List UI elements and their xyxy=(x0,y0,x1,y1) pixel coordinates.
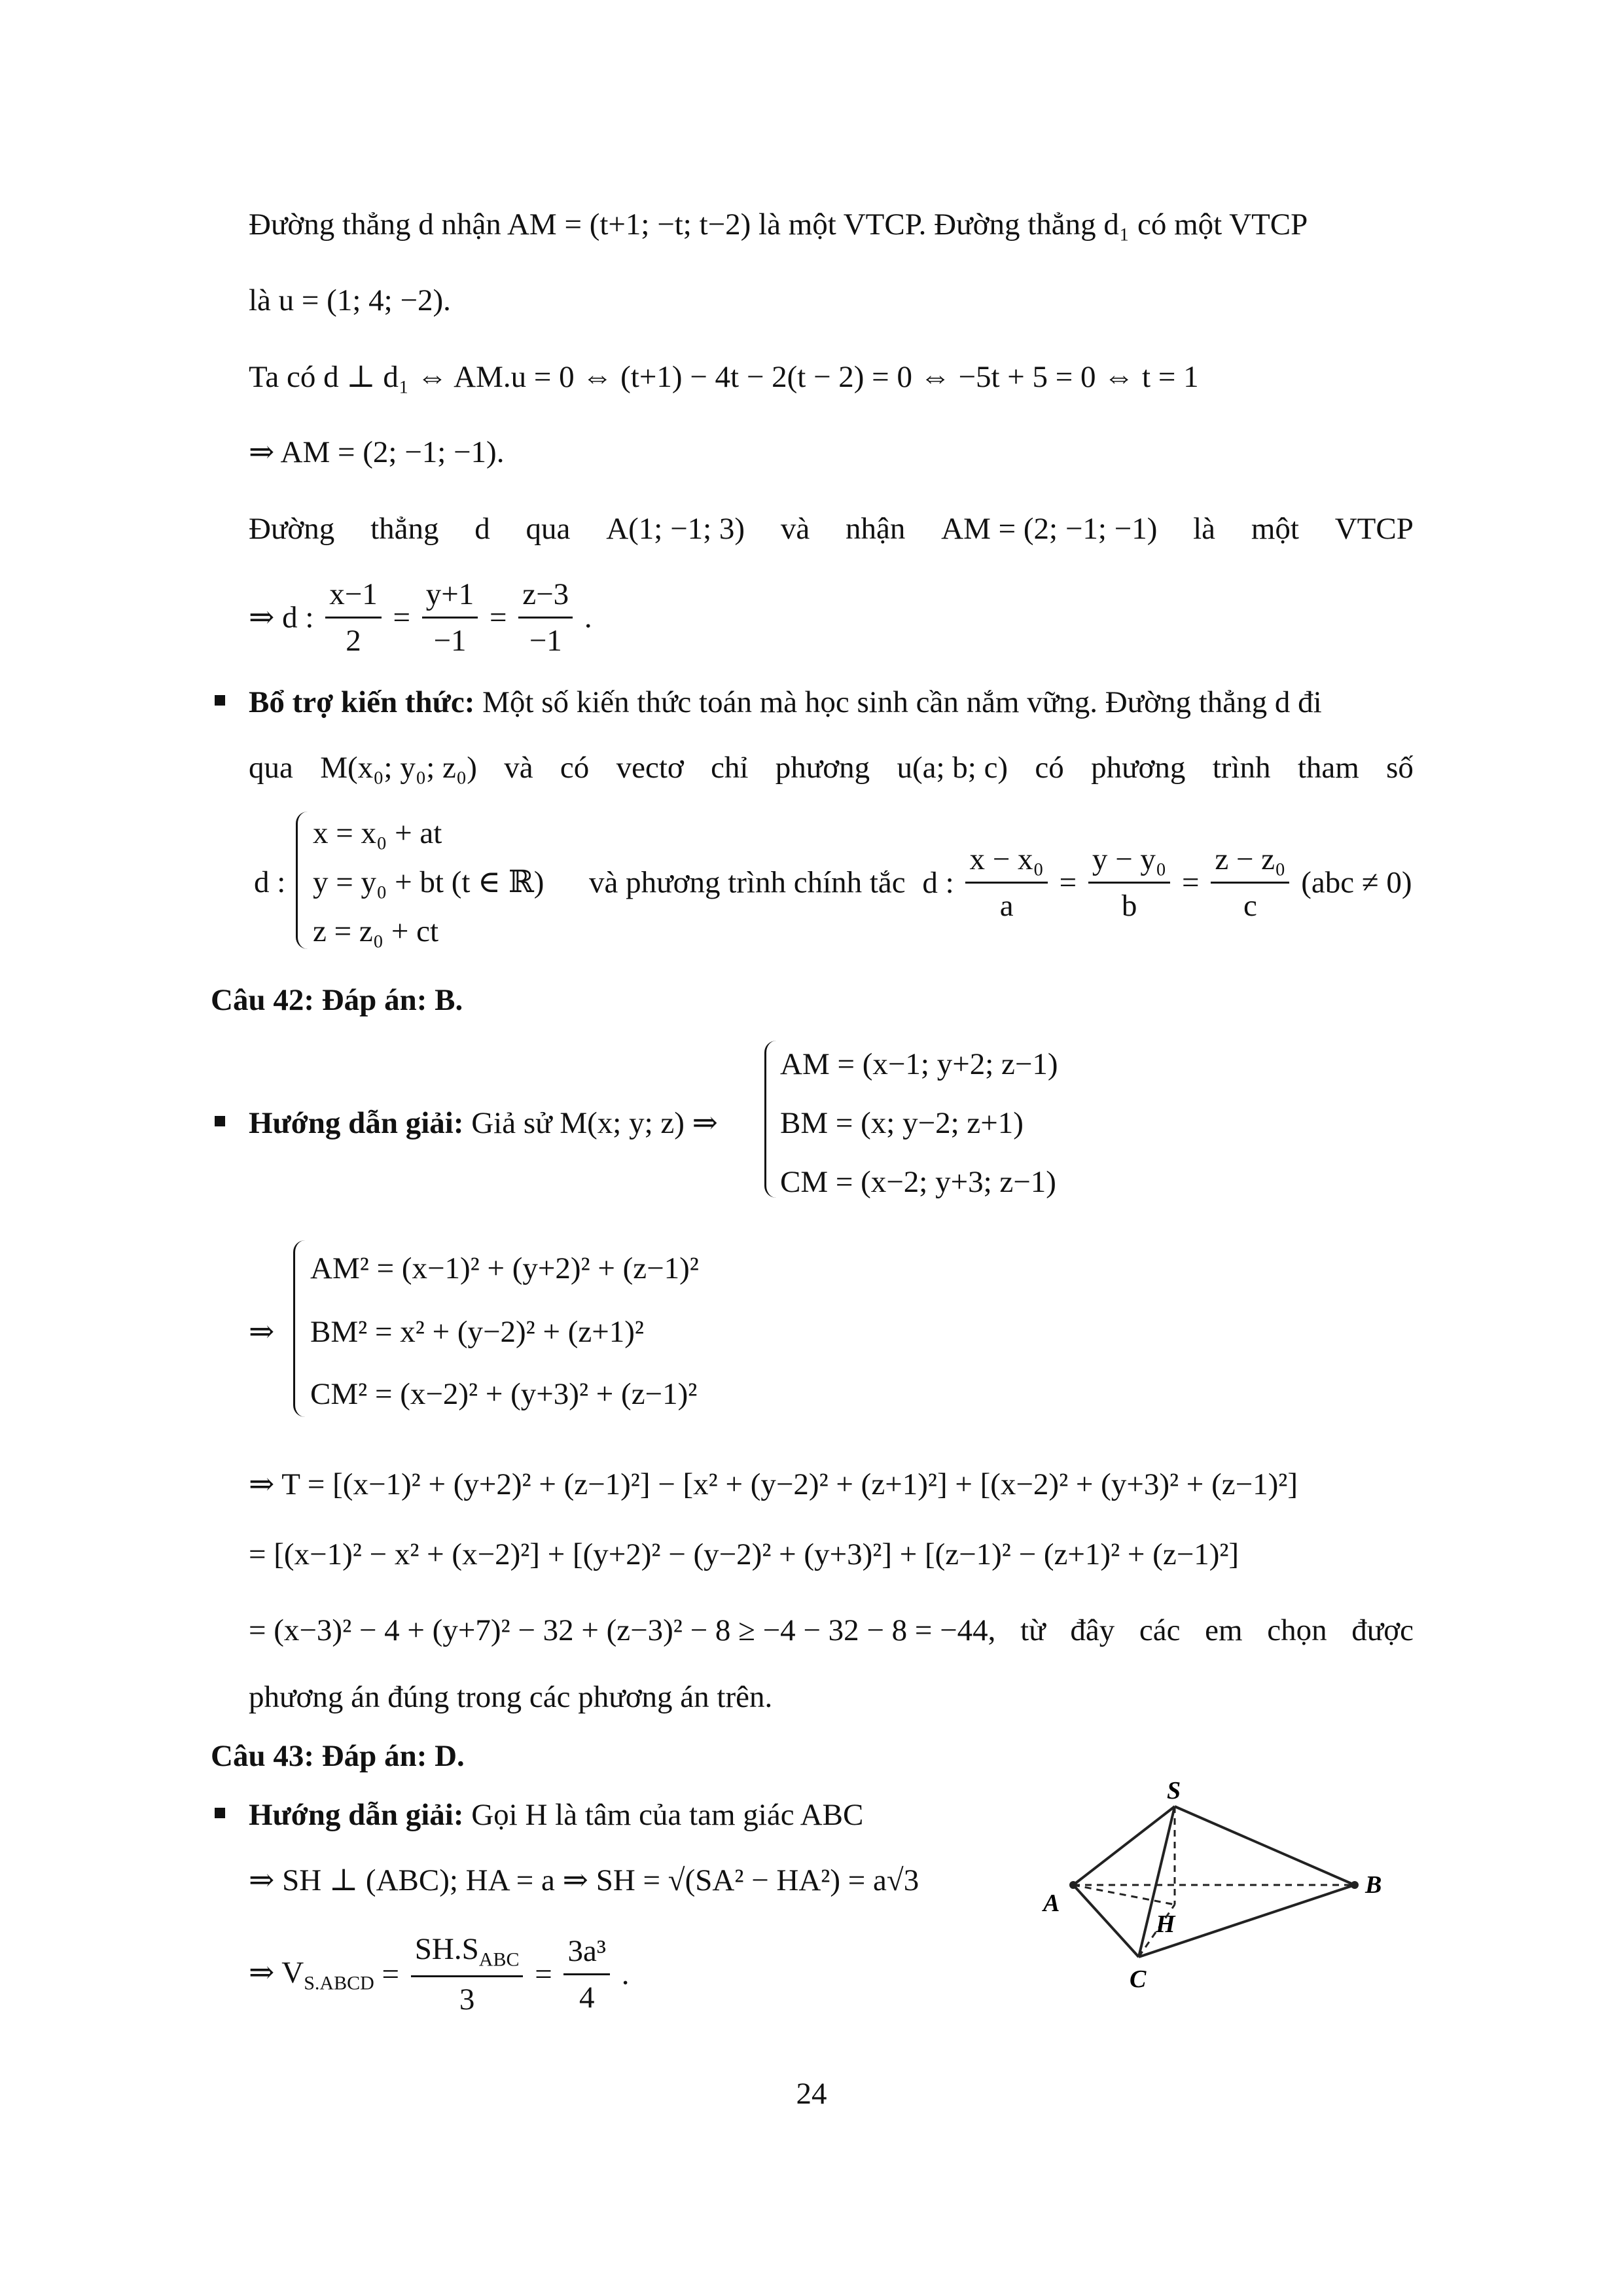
equals-sign: = xyxy=(535,1957,552,1992)
point-h-label: H xyxy=(1156,1910,1175,1938)
equals-sign: = xyxy=(490,600,507,635)
numerator: z − z₀ xyxy=(1211,841,1289,884)
pyramid-figure xyxy=(1034,1780,1400,2009)
numerator: y − y₀ xyxy=(1088,841,1170,884)
p2-line2-word: và xyxy=(504,751,533,785)
end-dot: . xyxy=(621,1957,630,1992)
line-equation-d xyxy=(249,576,592,660)
q42-hint xyxy=(249,1108,718,1139)
p2-label: Bổ trợ kiến thức: xyxy=(249,685,475,719)
question-42-title: Câu 42: Đáp án: B. xyxy=(211,983,463,1017)
fraction-z xyxy=(1211,841,1289,925)
fraction-z xyxy=(518,576,573,660)
implies-symbol: ⇒ xyxy=(249,1315,275,1349)
fraction-3a3-4 xyxy=(563,1933,609,2017)
canonical-text: và phương trình chính tắc xyxy=(589,865,906,900)
numerator xyxy=(411,1931,524,1977)
vector-cm: CM = (x−2; y+3; z−1) xyxy=(780,1165,1056,1199)
equals-sign: = xyxy=(1059,865,1077,900)
p1-line4: ⇒ AM = (2; −1; −1). xyxy=(249,435,505,469)
hint-text: Gọi H là tâm của tam giác ABC xyxy=(471,1798,864,1832)
denominator: 3 xyxy=(459,1982,475,2017)
p1-line5-word: nhận xyxy=(846,512,906,546)
p1-line5-point: A(1; −1; 3) xyxy=(606,512,745,546)
volume-v: ⇒ V xyxy=(249,1955,304,1990)
t-expression-3-word: chọn xyxy=(1267,1613,1327,1647)
bullet-icon xyxy=(215,1116,225,1126)
p2-line2-vector: u(a; b; c) xyxy=(897,751,1008,785)
hint-label: Hướng dẫn giải: xyxy=(249,1106,464,1140)
fraction-y xyxy=(1088,841,1170,925)
denominator: a xyxy=(999,889,1014,924)
t-expression-3-word: các xyxy=(1139,1613,1181,1647)
canonical-d-label: d : xyxy=(922,865,954,900)
numerator: x − x₀ xyxy=(965,841,1047,884)
fraction-sh-sabc xyxy=(411,1931,524,2018)
t-expression-3-word: em xyxy=(1205,1613,1243,1647)
left-brace xyxy=(293,1240,306,1417)
denominator: −1 xyxy=(433,624,467,658)
equals-sign: = xyxy=(382,1957,400,1992)
vector-am: AM = (x−1; y+2; z−1) xyxy=(780,1047,1058,1081)
point-a-label: A xyxy=(1043,1890,1060,1917)
p2-line2-point: M(x₀; y₀; z₀) xyxy=(320,751,477,785)
canonical-equation xyxy=(589,841,1412,925)
t-expression-3-word: đây xyxy=(1070,1613,1115,1647)
p1-line5-word: Đường xyxy=(249,512,335,546)
implies-d-label: ⇒ d : xyxy=(249,600,314,635)
numerator-main: SH.S xyxy=(414,1932,479,1966)
param-eq-z: z = z₀ + ct xyxy=(313,914,439,948)
t-expression-3-word: được xyxy=(1351,1613,1414,1647)
denominator: b xyxy=(1121,889,1137,924)
p1-line5-word: qua xyxy=(526,512,571,546)
param-eq-x: x = x₀ + at xyxy=(313,816,442,850)
t-expression-3-math: = (x−3)² − 4 + (y+7)² − 32 + (z−3)² − 8 ≥ −4 − 32 − 8 = −44, xyxy=(249,1613,996,1647)
q43-line2: ⇒ SH ⊥ (ABC); HA = a ⇒ SH = √(SA² − HA²) = a√3 xyxy=(249,1863,919,1897)
point-c-label: C xyxy=(1130,1965,1147,1993)
t-expression-3-word: từ xyxy=(1020,1613,1046,1647)
p1-line3: Ta có d ⊥ d₁ ⇔ AM.u = 0 ⇔ (t+1) − 4t − 2(t − 2) = 0 ⇔ −5t + 5 = 0 ⇔ t = 1 xyxy=(249,360,1199,394)
numerator: z−3 xyxy=(518,576,573,619)
p2-line1 xyxy=(249,687,1322,718)
p2-line2-word: phương xyxy=(1091,751,1186,785)
edge-sb xyxy=(1175,1806,1355,1885)
fraction-x xyxy=(965,841,1047,925)
volume-subscript: S.ABCD xyxy=(304,1972,374,1994)
p2-line2-word: có xyxy=(560,751,590,785)
p1-line5 xyxy=(249,514,1414,545)
p1-line5-word: thẳng xyxy=(370,512,439,546)
numerator: 3a³ xyxy=(563,1933,609,1975)
question-43-title: Câu 43: Đáp án: D. xyxy=(211,1739,465,1773)
t-expression-3 xyxy=(249,1615,1414,1646)
p1-line5-word: một xyxy=(1251,512,1299,546)
p2-line2-word: có xyxy=(1035,751,1064,785)
equals-sign: = xyxy=(393,600,410,635)
denominator: c xyxy=(1243,889,1257,924)
p1-line5-word: và xyxy=(780,512,810,546)
numerator: x−1 xyxy=(325,576,382,619)
q43-hint xyxy=(249,1800,863,1831)
denominator: −1 xyxy=(529,624,562,658)
p2-line2 xyxy=(249,753,1414,783)
am-squared: AM² = (x−1)² + (y+2)² + (z−1)² xyxy=(310,1251,699,1285)
edge-ac xyxy=(1073,1885,1139,1957)
volume-formula xyxy=(249,1931,629,2018)
end-dot: . xyxy=(584,600,592,635)
p1-line1: Đường thẳng d nhận AM = (t+1; −t; t−2) là một VTCP. Đường thẳng d₁ có một VTCP xyxy=(249,207,1308,242)
bullet-icon xyxy=(215,1808,225,1818)
cm-squared: CM² = (x−2)² + (y+3)² + (z−1)² xyxy=(310,1377,698,1411)
p2-line2-word: tham xyxy=(1297,751,1359,785)
left-brace xyxy=(764,1041,777,1198)
denominator: 4 xyxy=(579,1981,595,2015)
p1-line5-word: VTCP xyxy=(1334,512,1414,546)
denominator: 2 xyxy=(346,624,361,658)
p2-line2-word: trình xyxy=(1212,751,1271,785)
t-expression-1: ⇒ T = [(x−1)² + (y+2)² + (z−1)²] − [x² + (y−2)² + (z+1)²] + [(x−2)² + (y+3)² + (z−1)²] xyxy=(249,1467,1298,1501)
left-brace xyxy=(296,812,308,949)
p1-line5-word: d xyxy=(474,512,490,546)
equals-sign: = xyxy=(1182,865,1200,900)
point-s-label: S xyxy=(1167,1780,1181,1804)
fraction-x xyxy=(325,576,382,660)
p2-line2-word: phương xyxy=(775,751,870,785)
p2-line2-word: số xyxy=(1386,751,1414,785)
fraction-y xyxy=(422,576,478,660)
bm-squared: BM² = x² + (y−2)² + (z+1)² xyxy=(310,1315,645,1349)
point-b-label: B xyxy=(1365,1871,1382,1899)
p2-d-label: d : xyxy=(254,865,286,899)
p1-line5-word: là xyxy=(1193,512,1216,546)
numerator: y+1 xyxy=(422,576,478,619)
point-b-dot xyxy=(1351,1881,1359,1889)
volume-prefix xyxy=(249,1955,374,1994)
t-expression-4: phương án đúng trong các phương án trên. xyxy=(249,1680,773,1714)
hint-label: Hướng dẫn giải: xyxy=(249,1798,464,1832)
p2-line2-word: chỉ xyxy=(711,751,749,785)
p1-line2: là u = (1; 4; −2). xyxy=(249,283,451,317)
bullet-icon xyxy=(215,695,225,706)
vector-bm: BM = (x; y−2; z+1) xyxy=(780,1106,1024,1140)
hint-text: Giả sử M(x; y; z) ⇒ xyxy=(471,1106,719,1140)
p2-line2-word: vectơ xyxy=(616,751,684,785)
point-a-dot xyxy=(1069,1881,1077,1889)
p2-line2-word: qua xyxy=(249,751,293,785)
page-number: 24 xyxy=(796,2077,827,2111)
param-eq-y: y = y₀ + bt (t ∈ ℝ) xyxy=(313,865,544,899)
p1-line5-vector: AM = (2; −1; −1) xyxy=(941,512,1158,546)
t-expression-2: = [(x−1)² − x² + (x−2)²] + [(y+2)² − (y−2)² + (y+3)²] + [(z−1)² − (z+1)² + (z−1)²] xyxy=(249,1537,1240,1571)
numerator-subscript: ABC xyxy=(478,1948,520,1971)
condition: (abc ≠ 0) xyxy=(1301,865,1412,900)
p2-text: Một số kiến thức toán mà học sinh cần nắm vững. Đường thẳng d đi xyxy=(482,685,1322,719)
